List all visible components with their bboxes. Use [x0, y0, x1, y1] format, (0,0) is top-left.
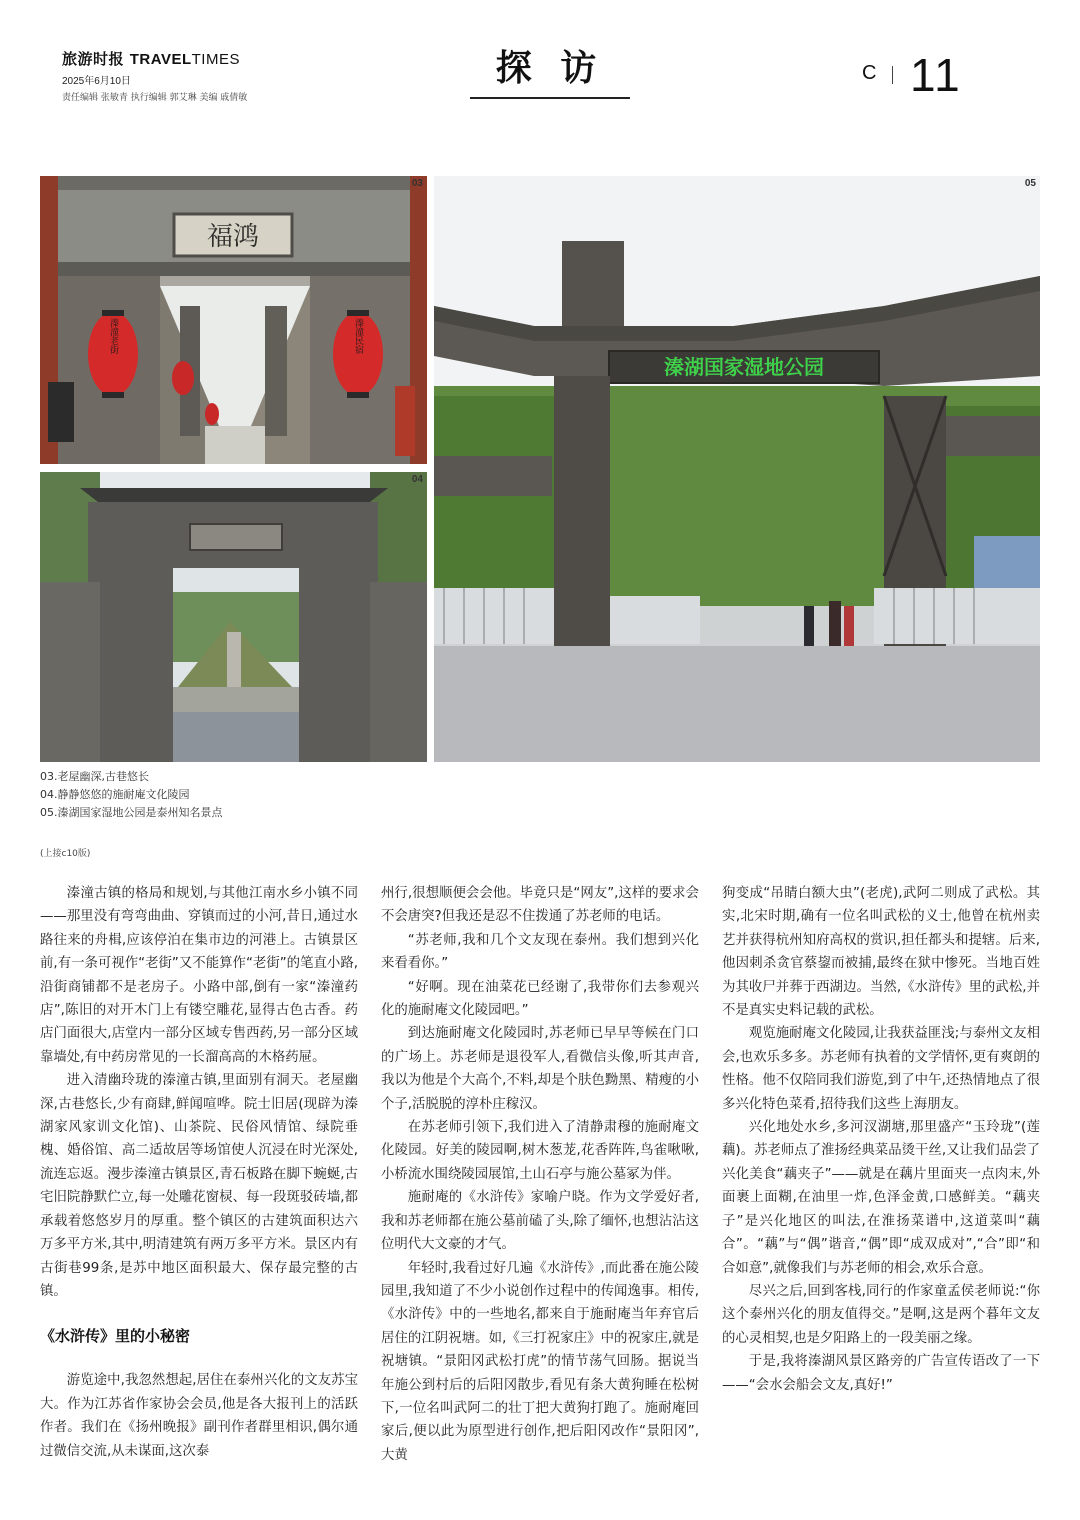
brand-en-bold: TRAVEL: [129, 51, 192, 68]
article-subheading: 《水浒传》里的小秘密: [40, 1327, 191, 1346]
brand-cn: 旅游时报: [62, 50, 125, 68]
photo-wetland-park-gate: [434, 176, 1040, 762]
article-paragraph: “好啊。现在油菜花已经谢了,我带你们去参观兴化的施耐庵文化陵园吧。”: [381, 979, 699, 1019]
article-paragraph: 观览施耐庵文化陵园,让我获益匪浅;与泰州文友相会,也欢乐多多。苏老师有执着的文学情怀,更有爽朗的性格。他不仅陪同我们游览,到了中午,还热情地点了很多兴化特色菜肴,招待我们这些上海朋友。: [722, 1026, 1040, 1112]
article-paragraph: 施耐庵的《水浒传》家喻户晓。作为文学爱好者,我和苏老师都在施公墓前磕了头,除了缅怀,也想沾沾这位明代大文豪的才气。: [381, 1190, 699, 1253]
article-paragraph-continued: 狗变成“吊睛白额大虫”(老虎),武阿二则成了武松。其实,北宋时期,确有一位名叫武松的义士,他曾在杭州卖艺并获得杭州知府高权的赏识,担任都头和提辖。后来,他因刺杀贪官蔡鋆而被捕,最终在狱中惨死。当地百姓为其收尸并葬于西湖边。当然,《水浒传》里的武松,并不是真实史料记载的武松。: [722, 886, 1040, 1019]
photo-tag-03: 03: [411, 178, 423, 189]
article-column-1: [40, 882, 358, 1463]
continued-from-note: (上接c10版): [40, 849, 91, 859]
section-title-underline: [470, 97, 630, 99]
photo-caption-05: 05.溱湖国家湿地公园是泰州知名景点: [40, 806, 223, 819]
article-paragraph: 进入清幽玲珑的溱潼古镇,里面别有洞天。老屋幽深,古巷悠长,少有商肆,鲜闻喧哗。院士旧居(现辟为溱湖家风家训文化馆)、山茶院、民俗风情馆、绿院垂槐、婚俗馆、高二适故居等场馆使人沉浸在时光深处,流连忘返。漫步溱潼古镇景区,青石板路在脚下蜿蜒,古宅旧院静默伫立,每一处雕花窗棂、每一段斑驳砖墙,都承载着悠悠岁月的厚重。整个镇区的古建筑面积达六万多平方米,其中,明清建筑有两万多平方米。景区内有古街巷99条,是苏中地区面积最大、保存最完整的古镇。: [40, 1073, 358, 1299]
park-gate-sign: 溱湖国家湿地公园: [664, 355, 824, 379]
article-paragraph: 游览途中,我忽然想起,居住在泰州兴化的文友苏宝大。作为江苏省作家协会会员,他是各大报刊上的活跃作者。我们在《扬州晚报》副刊作者群里相识,偶尔通过微信交流,从未谋面,这次泰: [40, 1373, 358, 1459]
article-paragraph: 尽兴之后,回到客栈,同行的作家童孟侯老师说:“你这个泰州兴化的朋友值得交。”是啊,这是两个暮年文友的心灵相契,也是夕阳路上的一段美丽之缘。: [722, 1283, 1040, 1346]
page-number-divider: [892, 66, 893, 84]
article-paragraph: 在苏老师引领下,我们进入了清静肃穆的施耐庵文化陵园。好美的陵园啊,树木葱茏,花香阵阵,鸟雀啾啾,小桥流水围绕陵园展馆,土山石亭与施公墓冢为伴。: [381, 1120, 699, 1182]
article-paragraph: 年轻时,我看过好几遍《水浒传》,而此番在施公陵园里,我知道了不少小说创作过程中的传闻逸事。相传,《水浒传》中的一些地名,都来自于施耐庵当年弃官后居住的江阴祝塘。如,《三打祝家庄》中的祝家庄,就是祝塘镇。“景阳冈武松打虎”的情节荡气回肠。据说当年施公到村后的后阳冈散步,看见有条大黄狗睡在松树下,一位名叫武阿二的壮丁把大黄狗打跑了。施耐庵回家后,便以此为原型进行创作,把后阳冈改作“景阳冈”,大黄: [381, 1260, 699, 1463]
page-number-value: 11: [910, 49, 962, 101]
section-title: 探 访: [495, 47, 605, 89]
photo-cemetery-gate: [40, 472, 427, 762]
plaque-text: 福鸿: [206, 222, 260, 252]
editor-credits: 责任编辑 张敏青 执行编辑 郭艾琳 美编 戚倩敏: [62, 93, 248, 103]
photo-old-street-illustration: [40, 176, 427, 464]
brand-en-light: TIMES: [191, 51, 240, 68]
article-paragraph: 溱潼古镇的格局和规划,与其他江南水乡小镇不同——那里没有弯弯曲曲、穿镇而过的小河,昔日,通过水路往来的舟楫,应该停泊在集市边的河港上。古镇景区前,有一条可视作“老街”又不能算作“老街”的笔直小路,沿街商铺都不是老房子。小路中部,倒有一家“溱潼药店”,陈旧的对开木门上有镂空雕花,显得古色古香。药店门面很大,店堂内一部分区域专售西药,另一部分区域靠墙处,有中药房常见的一长溜高高的木格药屉。: [40, 886, 358, 1065]
newspaper-brand: [62, 48, 362, 69]
photo-tag-05: 05: [1024, 178, 1036, 189]
photo-wetland-park-gate-illustration: [434, 176, 1040, 762]
article-paragraph-continued: 州行,很想顺便会会他。毕竟只是“网友”,这样的要求会不会唐突?但我还是忍不住拨通了苏老师的电话。: [381, 886, 699, 925]
lantern-left-text: 溱潼老街: [108, 318, 118, 354]
photo-old-street: [40, 176, 427, 464]
issue-date: 2025年6月10日: [62, 76, 131, 87]
photo-tag-04: 04: [411, 474, 423, 485]
article-paragraph: 于是,我将溱湖风景区路旁的广告宣传语改了一下——“会水会船会文友,真好!”: [722, 1354, 1040, 1393]
lantern-right-text: 溱潼民宿: [353, 318, 363, 354]
article-column-2: [381, 882, 699, 1467]
photo-captions: [40, 768, 223, 822]
masthead: [62, 48, 362, 103]
article-paragraph: “苏老师,我和几个文友现在泰州。我们想到兴化来看看你。”: [381, 932, 699, 972]
photo-caption-04: 04.静静悠悠的施耐庵文化陵园: [40, 788, 190, 801]
photo-cemetery-gate-illustration: [40, 472, 427, 762]
page-section-letter: C: [862, 62, 877, 84]
article-paragraph: 兴化地处水乡,多河汊湖塘,那里盛产“玉玲珑”(莲藕)。苏老师点了淮扬经典菜品烫干丝,又让我们品尝了兴化美食“藕夹子”——就是在藕片里面夹一点肉末,外面裹上面糊,在油里一炸,色泽金黄,口感鲜美。“藕夹子”是兴化地区的叫法,在淮扬菜谱中,这道菜叫“藕合”。“藕”与“偶”谐音,“偶”即“成双成对”,“合”即“和合如意”,就像我们与苏老师的相会,欢乐合意。: [722, 1120, 1040, 1276]
photo-caption-03: 03.老屋幽深,古巷悠长: [40, 770, 149, 783]
article-paragraph: 到达施耐庵文化陵园时,苏老师已早早等候在门口的广场上。苏老师是退役军人,看微信头像,听其声音,我以为他是个大高个,不料,却是个肤色黝黑、精瘦的小个子,活脱脱的淳朴庄稼汉。: [381, 1026, 699, 1112]
article-column-3: [722, 882, 1040, 1397]
